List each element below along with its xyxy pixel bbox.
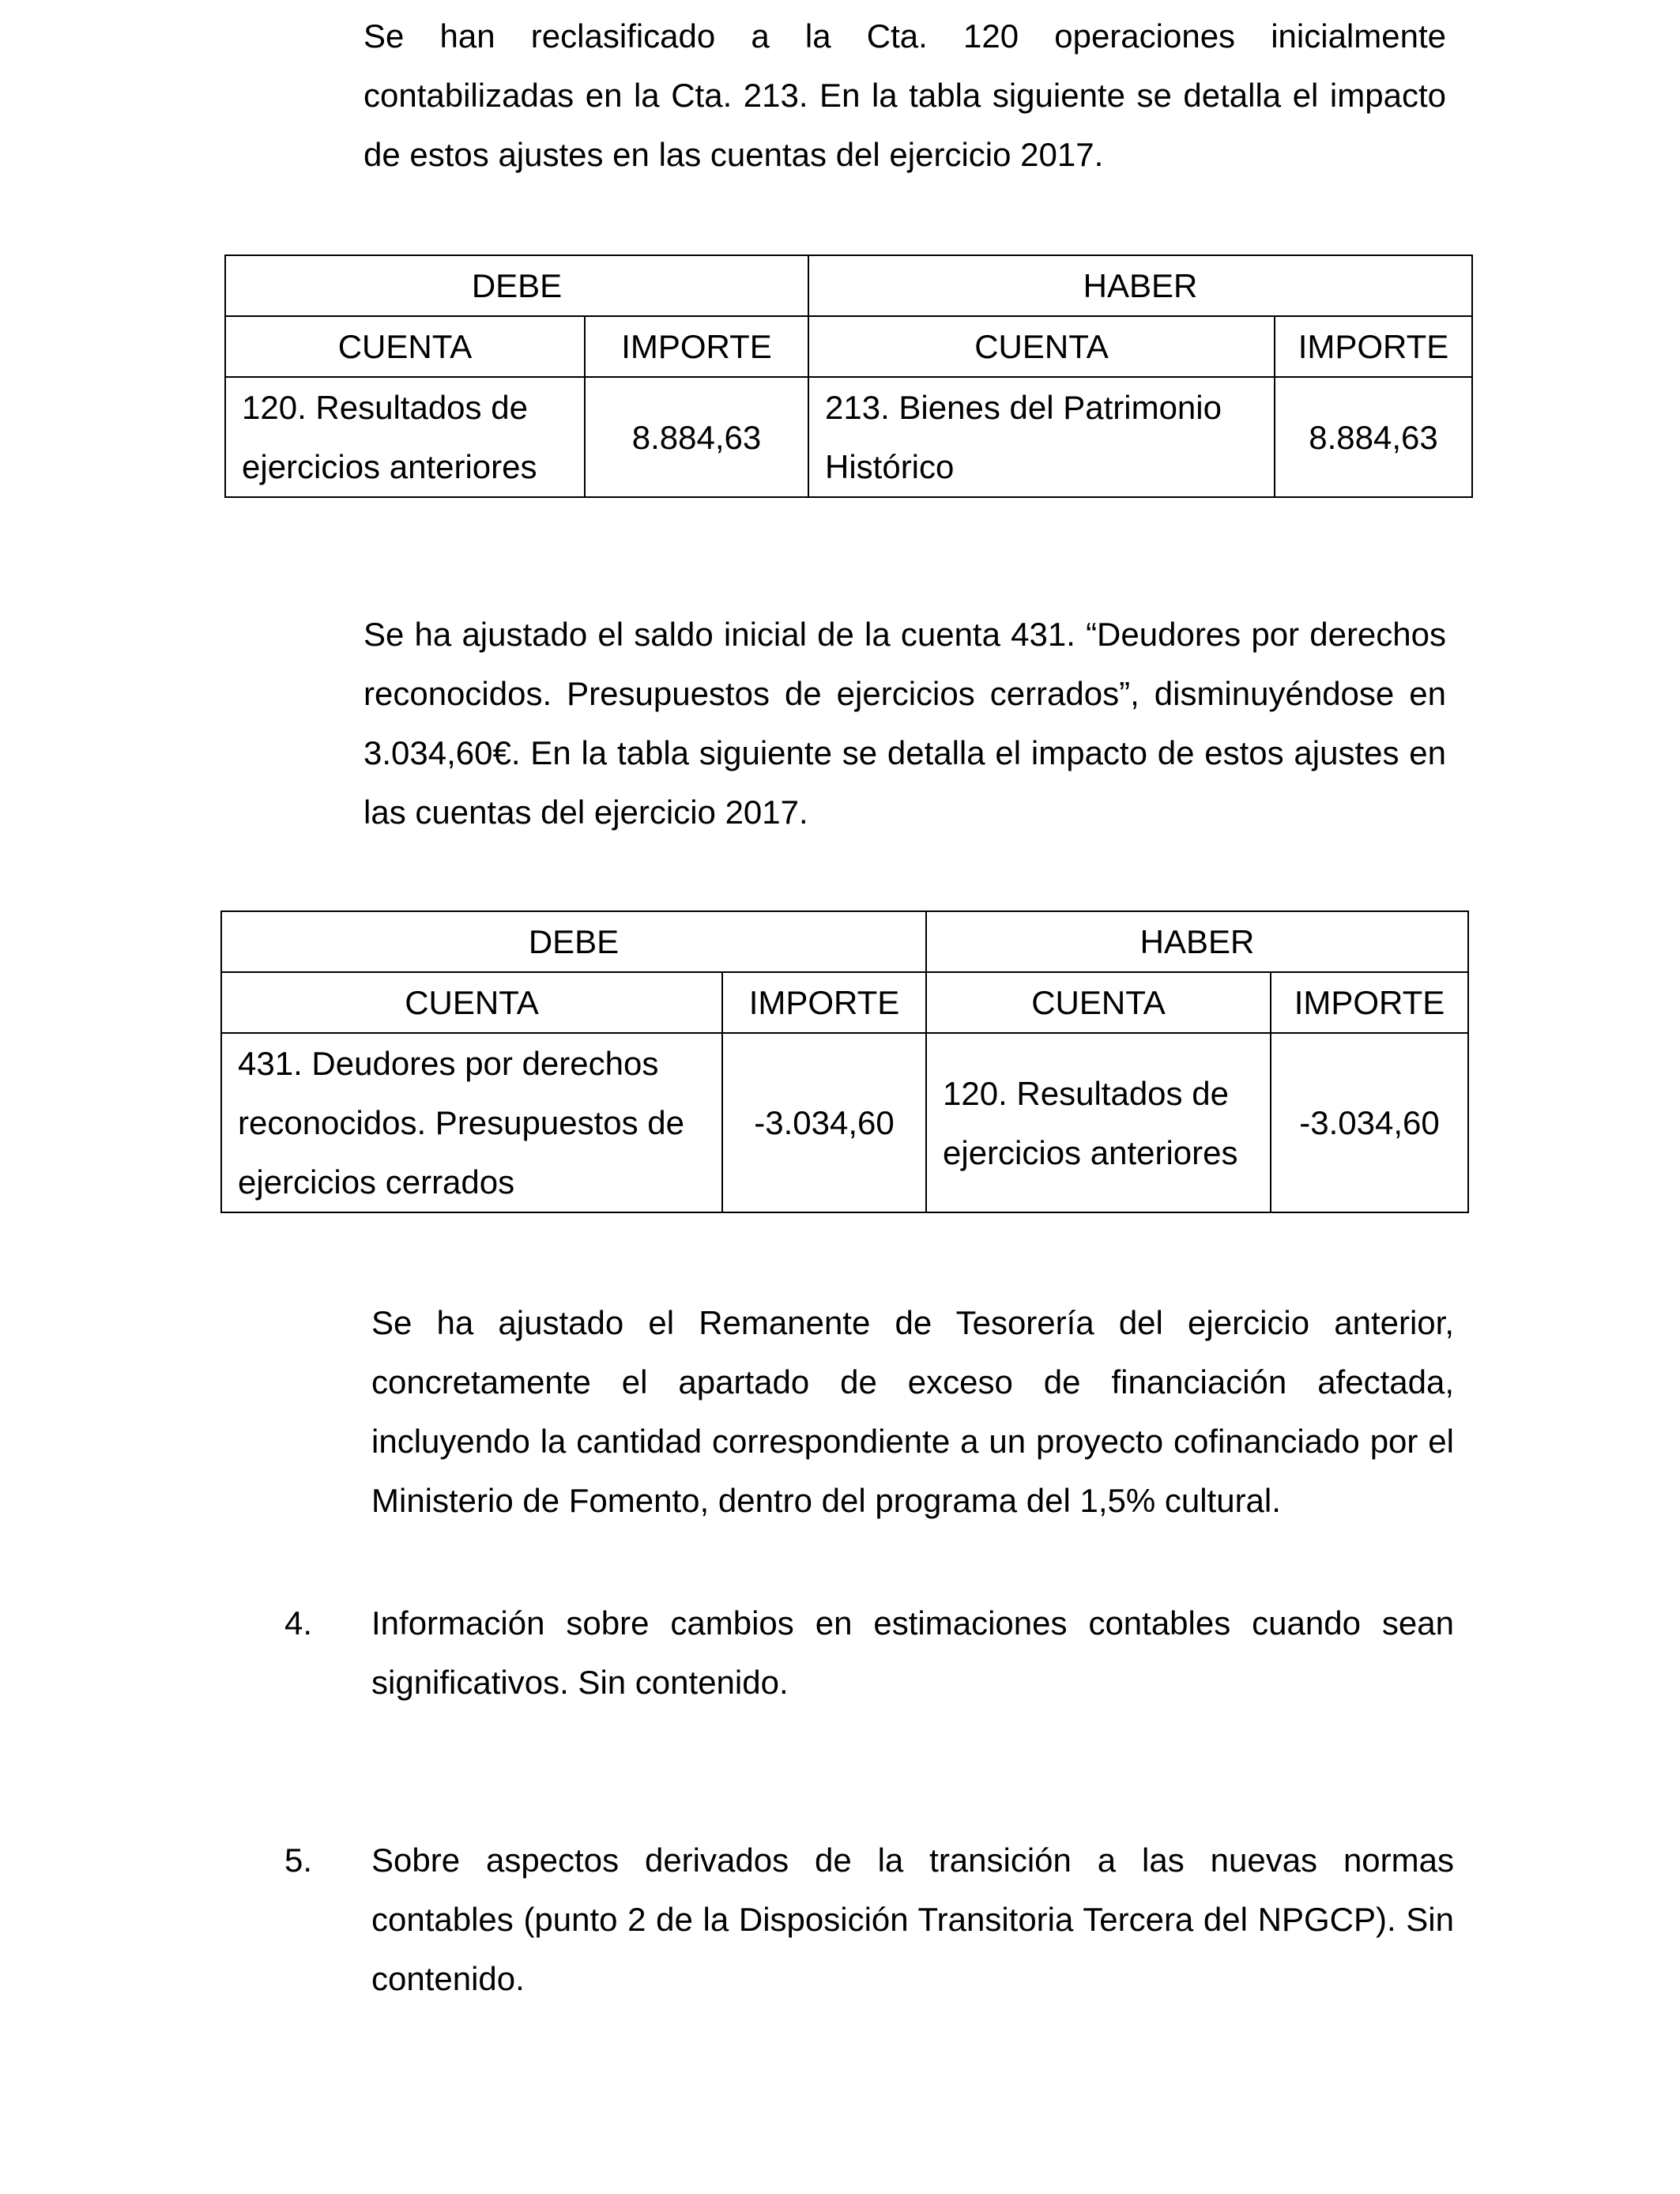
- paragraph-reclasificacion: Se han reclasificado a la Cta. 120 operaciones inicialmente contabilizadas en la Cta. 213. En la tabla siguiente se detalla el impacto de estos ajustes en las cuentas del ejercicio 2017.: [363, 17, 1446, 173]
- haber-importe-cell: 8.884,63: [1275, 377, 1472, 497]
- debe-importe-header: IMPORTE: [722, 972, 926, 1033]
- haber-cuenta-header: CUENTA: [926, 972, 1271, 1033]
- haber-importe-header: IMPORTE: [1271, 972, 1468, 1033]
- debe-importe-cell: 8.884,63: [585, 377, 808, 497]
- paragraph-remanente-tesoreria: Se ha ajustado el Remanente de Tesorería del ejercicio anterior, concretamente el apartado de exceso de financiación afectada, incluyendo la cantidad correspondiente a un proyecto cofinanciado por el Ministerio de Fomento, dentro del programa del 1,5% cultural.: [371, 1304, 1454, 1519]
- ledger-table-1: [224, 254, 1473, 498]
- debe-header: DEBE: [225, 255, 808, 316]
- haber-header: HABER: [808, 255, 1472, 316]
- haber-header: HABER: [926, 911, 1468, 972]
- debe-importe-cell: -3.034,60: [722, 1033, 926, 1212]
- debe-header: DEBE: [221, 911, 926, 972]
- debe-cuenta-cell: 431. Deudores por derechos reconocidos. Presupuestos de ejercicios cerrados: [221, 1033, 722, 1212]
- item-5-text: Sobre aspectos derivados de la transición a las nuevas normas contables (punto 2 de la Disposición Transitoria Tercera del NPGCP). Sin contenido.: [371, 1842, 1454, 1997]
- paragraph-ajuste-431: Se ha ajustado el saldo inicial de la cuenta 431. “Deudores por derechos reconocidos. Presupuestos de ejercicios cerrados”, disminuyéndose en 3.034,60€. En la tabla siguiente se detalla el impacto de estos ajustes en las cuentas del ejercicio 2017.: [363, 616, 1446, 831]
- item-4-text: Información sobre cambios en estimaciones contables cuando sean significativos. Sin contenido.: [371, 1604, 1454, 1701]
- ledger-table-2: [220, 910, 1469, 1213]
- item-4-number: 4.: [284, 1604, 313, 1642]
- haber-cuenta-header: CUENTA: [808, 316, 1275, 377]
- debe-cuenta-header: CUENTA: [221, 972, 722, 1033]
- haber-cuenta-cell: 120. Resultados de ejercicios anteriores: [926, 1033, 1271, 1212]
- debe-importe-header: IMPORTE: [585, 316, 808, 377]
- item-5-number: 5.: [284, 1842, 313, 1879]
- debe-cuenta-header: CUENTA: [225, 316, 585, 377]
- haber-importe-cell: -3.034,60: [1271, 1033, 1468, 1212]
- haber-cuenta-cell: 213. Bienes del Patrimonio Histórico: [808, 377, 1275, 497]
- haber-importe-header: IMPORTE: [1275, 316, 1472, 377]
- debe-cuenta-cell: 120. Resultados de ejercicios anteriores: [225, 377, 585, 497]
